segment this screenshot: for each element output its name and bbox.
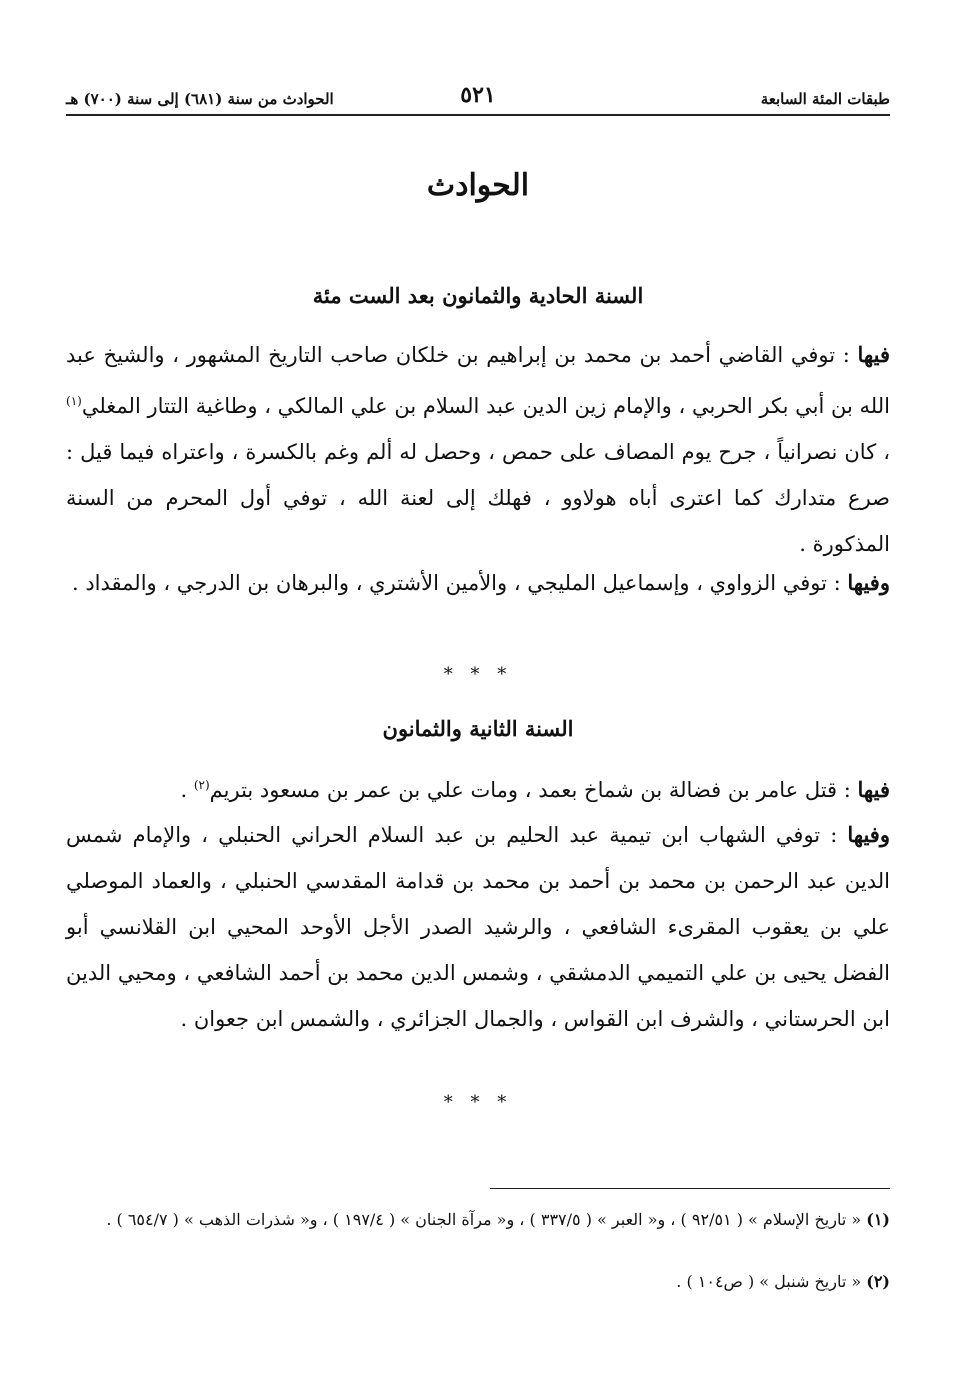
chapter-title: الحوادث	[426, 168, 530, 203]
paragraph-lead: وفيها	[847, 570, 890, 595]
header-book-section: طبقات المئة السابعة	[760, 90, 890, 108]
paragraph-682-2: وفيها : توفي الشهاب ابن تيمية عبد الحليم بن عبد السلام الحراني الحنبلي ، والإمام شمس الدين عبد الرحمن بن محمد بن أحمد بن محمد بن قدامة المقدسي الحنبلي ، والعماد الموصلي علي بن يعقوب المقرىء الشافعي ، والرشيد الصدر الأجل الأوحد المحيي ابن القلانسي أبو الفضل يحيى بن علي التميمي الدمشقي ، وشمس الدين محمد بن أحمد الشافعي ، ومحيي الدين ابن الحرستاني ، والشرف ابن القواس ، والجمال الجزائري ، والشمس ابن جعوان .	[66, 822, 890, 1031]
footnote-number: (١)	[866, 1210, 890, 1229]
header-chapter-range: الحوادث من سنة (٦٨١) إلى سنة (٧٠٠) هـ	[66, 90, 334, 108]
footnote-number: (٢)	[866, 1272, 890, 1291]
running-header	[66, 70, 890, 116]
paragraph-lead: وفيها	[847, 822, 890, 847]
paragraph-lead: فيها	[857, 342, 890, 367]
paragraph-681-2: وفيها : توفي الزواوي ، وإسماعيل المليجي ، والأمين الأشتري ، والبرهان بن الدرجي ، والمقداد .	[71, 570, 890, 595]
footnote-ref-2[interactable]: (٢)	[193, 778, 210, 792]
paragraph-681-1: فيها : توفي القاضي أحمد بن محمد بن إبراهيم بن خلكان صاحب التاريخ المشهور ، والشيخ عبد الله بن أبي بكر الحربي ، والإمام زين الدين عبد السلام بن علي المالكي ، وطاغية التتار المغلي$^{(١)}$ ، كان نصرانياً ، جرح يوم المصاف على حمص ، وحصل له ألم وغم بالكسرة ، واعتراه فيما قيل : صرع متدارك كما اعترى أباه هولاوو ، فهلك إلى لعنة الله ، توفي أول المحرم من السنة المذكورة .	[66, 342, 890, 556]
footnote-1	[66, 1206, 890, 1234]
footnote-2	[66, 1268, 890, 1296]
footnote-text: « تاريخ شنبل » ( ص١٠٤ ) .	[676, 1272, 862, 1291]
section-heading-681: السنة الحادية والثمانون بعد الست مئة	[312, 283, 644, 308]
paragraph-lead: فيها	[857, 777, 890, 802]
section-divider: * * *	[443, 664, 513, 685]
footnote-ref-1[interactable]: (١)	[66, 394, 82, 408]
section-divider: * * *	[443, 1092, 513, 1113]
page-number: ٥٢١	[460, 82, 496, 108]
footnote-separator	[490, 1188, 890, 1189]
section-heading-682: السنة الثانية والثمانون	[382, 716, 574, 741]
footnote-text: « تاريخ الإسلام » ( ٩٢/٥١ ) ، و« العبر » ( ٣٣٧/٥ ) ، و« مرآة الجنان » ( ١٩٧/٤ ) ، و« شذرات الذهب » ( ٦٥٤/٧ ) .	[106, 1210, 862, 1229]
paragraph-682-1: فيها : قتل عامر بن فضالة بن شماخ بعمد ، ومات علي بن عمر بن مسعود بتريم$^{(٢)}$ .	[180, 777, 890, 802]
